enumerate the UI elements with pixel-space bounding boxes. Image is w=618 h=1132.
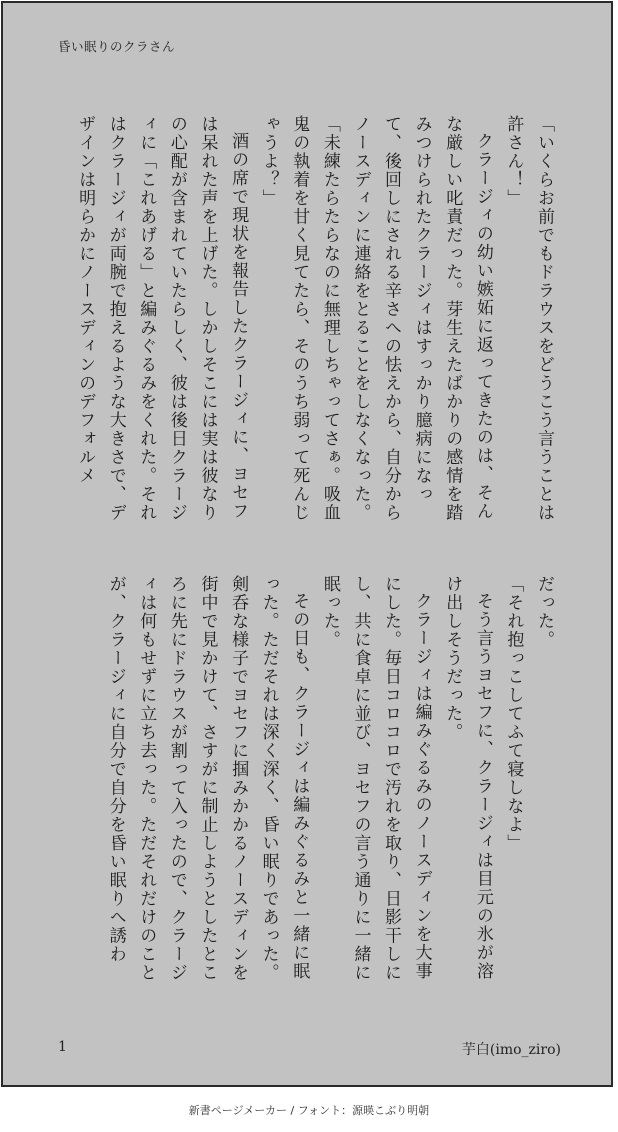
paragraph: クラージィの幼い嫉妬に返ってきたのは、そんな厳しい叱責だった。芽生えたばかりの感情を踏みつけられたクラージィはすっかり臆病になって、後回しにされる辛さへの怯えから、自分からノースディンに連絡をとることをしなくなった。 (350, 115, 493, 522)
generator-credit: 新書ページメーカー / フォント：源暎こぶり明朝 (188, 1104, 430, 1117)
text-block-lower (49, 575, 559, 995)
paragraph: 酒の席で現状を報告したクラージィに、ヨセフは呆れた声を上げた。しかしそこには実は彼なりの心配が含まれていたらしく、彼は後日クラージィに「これあげる」と編みぐるみをくれた。それはクラージィが両腕で抱えるような大きさで、デザインは明らかにノースディンのデフォルメ (75, 115, 249, 522)
book-title: 昏い眠りのクラさん (58, 39, 176, 54)
paragraph: そう言うヨセフに、クラージィは目元の氷が溶け出しそうだった。 (442, 575, 493, 981)
paragraph: その日も、クラージィは編みぐるみと一緒に眠った。ただそれは深く深く、昏い眠りであった。剣呑な様子でヨセフに掴みかかるノースディンを街中で見かけて、さすがに制止しようとしたところに先にドラウスが割って入ったので、クラージィは何もせずに立ち去った。ただそれだけのことが、クラージィに自分で自分を昏い眠りへ誘わ (105, 575, 310, 982)
paragraph: 「未練たらたらなのに無理しちゃってさぁ。吸血鬼の執着を甘く見てたら、そのうち弱って死んじゃうよ？」 (258, 115, 340, 522)
book-page (1, 1, 613, 1087)
paragraph: だった。 (534, 575, 554, 649)
author-name: 芋白(imo_ziro) (461, 1042, 561, 1058)
paragraph: クラージィは編みぐるみのノースディンを大事にした。毎日コロコロで汚れを取り、日影干しにし、共に食卓に並び、ヨセフの言う通りに一緒に眠った。 (319, 575, 432, 982)
paragraph: 「それ抱っこしてふて寝しなよ」 (503, 575, 524, 853)
paragraph: 「いくらお前でもドラウスをどうこう言うことは許さん！」 (503, 115, 554, 522)
page-number: 1 (58, 1039, 67, 1055)
text-block-upper (49, 115, 559, 535)
